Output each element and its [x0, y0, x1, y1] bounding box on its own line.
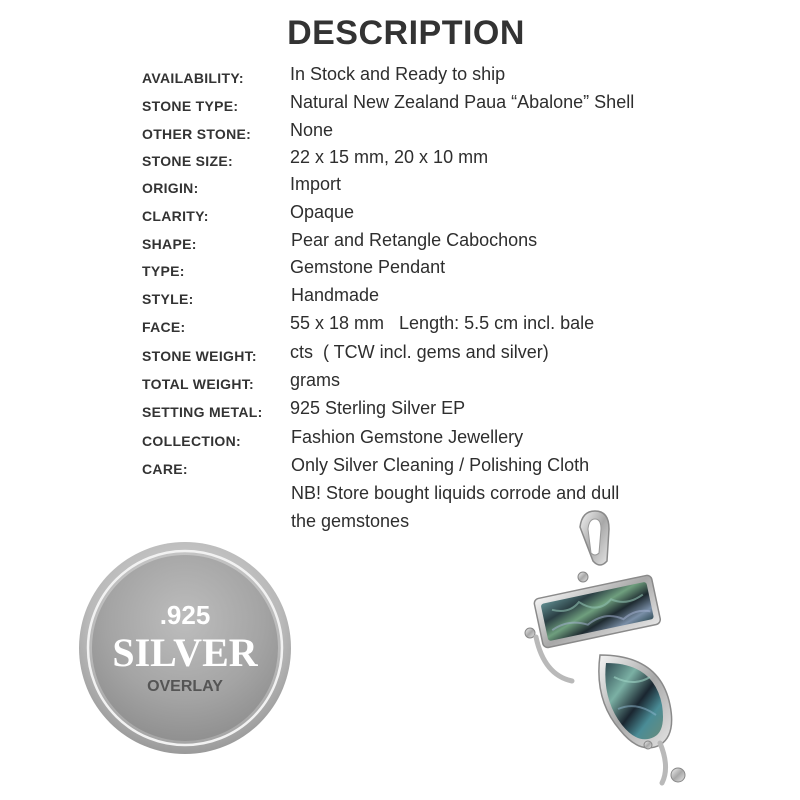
spec-label: ORIGIN:: [142, 180, 199, 196]
spec-row-collection: [0, 427, 800, 453]
spec-row-stone-size: [0, 147, 800, 173]
spec-value: Fashion Gemstone Jewellery: [291, 427, 524, 447]
ball-accent-small: [644, 741, 652, 749]
pear-stone-setting: [599, 655, 672, 748]
spec-label: STONE SIZE:: [142, 153, 233, 169]
spec-row-face: [0, 313, 800, 339]
spec-row-stone-weight: [0, 342, 800, 368]
spec-row-shape: [0, 230, 800, 256]
spec-value: Natural New Zealand Paua “Abalone” Shell: [290, 92, 635, 112]
spec-label: STYLE:: [142, 291, 194, 307]
spec-label: FACE:: [142, 319, 186, 335]
spec-value: Import: [290, 174, 342, 194]
spec-row-total-weight: [0, 370, 800, 396]
ball-accent-left: [525, 628, 535, 638]
spec-row-origin: [0, 174, 800, 200]
spec-value: grams: [290, 370, 341, 390]
badge-line-925: .925: [159, 600, 211, 630]
spec-row-stone-type: [0, 92, 800, 118]
badge-line-overlay: OVERLAY: [147, 678, 223, 695]
spec-value: 55 x 18 mm Length: 5.5 cm incl. bale: [290, 313, 595, 333]
spec-label: SETTING METAL:: [142, 404, 263, 420]
spec-row-setting-metal: [0, 398, 800, 424]
spec-label: STONE TYPE:: [142, 98, 239, 114]
tail-wire: [660, 743, 666, 783]
ball-accent-bottom: [671, 768, 685, 782]
spec-label: CLARITY:: [142, 208, 209, 224]
pendant-image: [510, 505, 710, 795]
spec-value: Handmade: [291, 285, 380, 305]
spec-row-clarity: [0, 202, 800, 228]
silver-overlay-badge: [78, 541, 292, 755]
spec-row-other-stone: [0, 120, 800, 146]
spec-value: Pear and Retangle Cabochons: [291, 230, 538, 250]
page-title: DESCRIPTION: [287, 14, 525, 52]
spec-label: SHAPE:: [142, 236, 197, 252]
spec-value: None: [290, 120, 334, 140]
spec-label: CARE:: [142, 461, 188, 477]
spec-row-style: [0, 285, 800, 311]
spec-row-availability: [0, 64, 800, 90]
spec-value: Only Silver Cleaning / Polishing Cloth: [291, 455, 590, 475]
rectangle-stone-setting: [533, 575, 661, 649]
spec-value: cts ( TCW incl. gems and silver): [290, 342, 549, 362]
badge-line-silver: SILVER: [112, 630, 258, 675]
spec-value: 925 Sterling Silver EP: [290, 398, 466, 418]
spec-label: TYPE:: [142, 263, 185, 279]
care-note-line: NB! Store bought liquids corrode and dull: [291, 483, 620, 503]
spec-label: TOTAL WEIGHT:: [142, 376, 255, 392]
spec-value: Gemstone Pendant: [290, 257, 446, 277]
jump-ring: [578, 572, 588, 582]
spec-row-care: [0, 455, 800, 481]
spec-label: AVAILABILITY:: [142, 70, 244, 86]
spec-value: 22 x 15 mm, 20 x 10 mm: [290, 147, 489, 167]
spec-value: Opaque: [290, 202, 355, 222]
spec-label: STONE WEIGHT:: [142, 348, 257, 364]
spec-label: OTHER STONE:: [142, 126, 252, 142]
care-note-line: the gemstones: [291, 511, 410, 531]
spec-label: COLLECTION:: [142, 433, 241, 449]
spec-row-type: [0, 257, 800, 283]
spec-value: In Stock and Ready to ship: [290, 64, 506, 84]
